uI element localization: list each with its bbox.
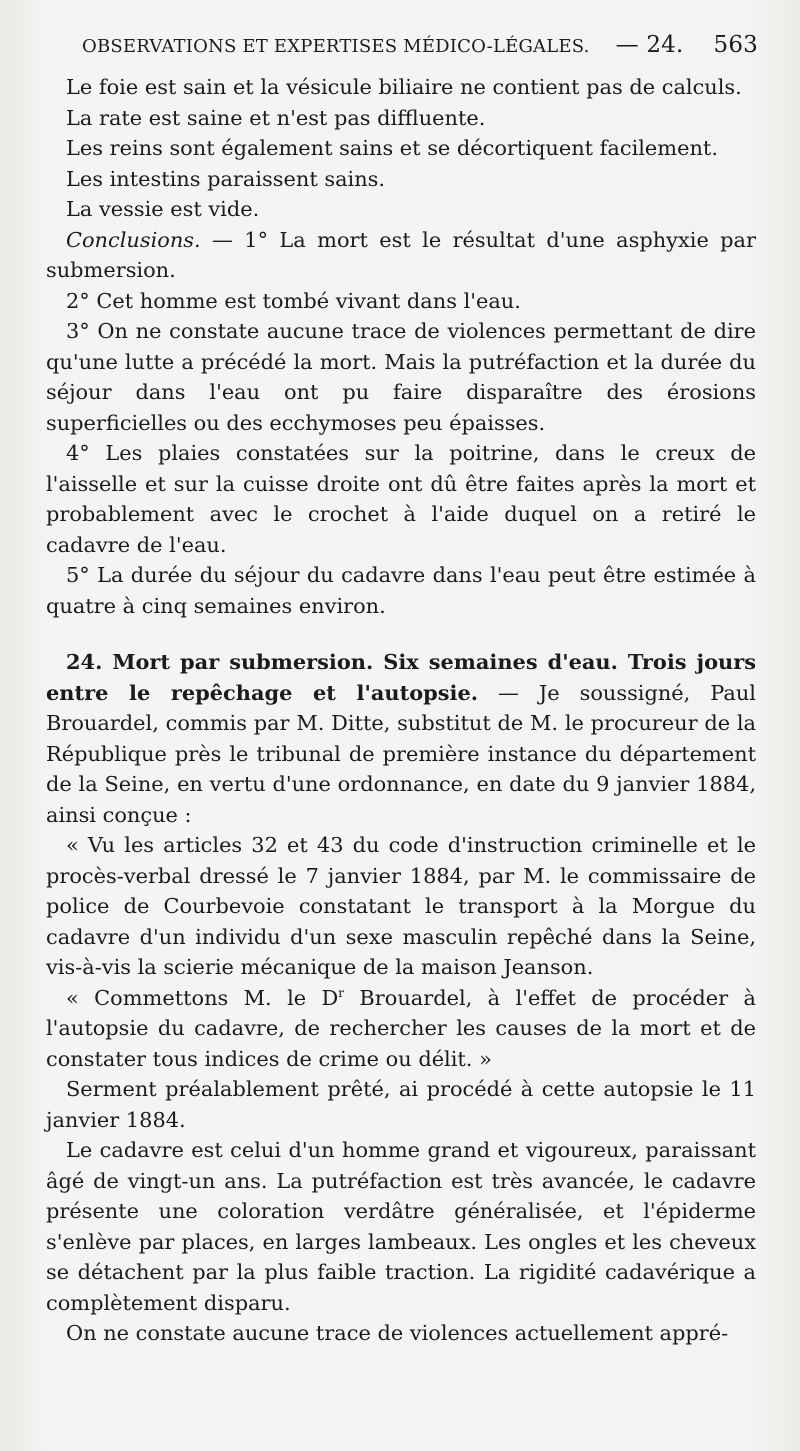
page-number: 563 <box>713 32 758 58</box>
conclusion-3: 3° On ne constate aucune trace de violences permettant de dire qu'une lutte a précédé la mort. Mais la putréfaction et la durée du séjour dans l'eau ont pu faire disparaître des érosions superficielles ou des ecchymoses peu épaisses. <box>46 319 756 435</box>
paragraph: Le foie est sain et la vésicule biliaire ne contient pas de calculs. <box>66 75 742 99</box>
paragraph: On ne constate aucune trace de violences actuellement appré- <box>66 1321 729 1345</box>
section-gap <box>46 621 756 647</box>
quoted-commission <box>46 983 756 1075</box>
running-title: OBSERVATIONS ET EXPERTISES MÉDICO-LÉGALES. <box>82 36 590 57</box>
paragraph: Le cadavre est celui d'un homme grand et vigoureux, paraissant âgé de vingt-un ans. La putréfaction est très avancée, le cadavre présente une coloration verdâtre généralisée, et l'épiderme s'enlève par places, en larges lambeaux. Les ongles et les cheveux se détachent par la plus faible traction. La rigidité cadavérique a complètement disparu. <box>46 1138 756 1315</box>
section-number: — 24. <box>615 32 684 58</box>
conclusion-2: 2° Cet homme est tombé vivant dans l'eau. <box>66 288 521 313</box>
conclusions-paragraph <box>46 225 756 286</box>
case-heading: 24. Mort par submersion. Six semaines d'eau. Trois jours entre le repêchage et l'autopsie. <box>46 649 756 705</box>
paragraph: La rate est saine et n'est pas diffluente. <box>66 105 486 130</box>
title-superscript: r <box>338 985 345 1000</box>
case-24-intro <box>46 647 756 830</box>
quoted-order: « Vu les articles 32 et 43 du code d'instruction criminelle et le procès-verbal dressé le 7 janvier 1884, par M. le commissaire de police de Courbevoie constatant le transport à la Morgue du cadavre d'un individu d'un sexe masculin repêché dans la Seine, vis-à-vis la scierie mécanique de la maison Jeanson. <box>46 833 756 979</box>
paragraph: La vessie est vide. <box>66 197 260 221</box>
paragraph: Les reins sont également sains et se décortiquent facilement. <box>66 136 718 160</box>
commission-text-a: « Commettons M. le D <box>66 985 339 1010</box>
conclusions-label: Conclusions. <box>66 227 201 252</box>
paragraph: Serment préalablement prêté, ai procédé à cette autopsie le 11 janvier 1884. <box>46 1077 756 1132</box>
conclusion-4: 4° Les plaies constatées sur la poitrine, dans le creux de l'aisselle et sur la cuisse droite ont dû être faites après la mort et probablement avec le crochet à l'aide duquel on a retiré le cadavre de l'eau. <box>46 441 756 557</box>
page-body <box>46 72 756 1349</box>
conclusion-1: — 1° La mort est le résultat d'une asphyxie par submersion. <box>46 227 756 282</box>
paragraph: Les intestins paraissent sains. <box>66 166 386 191</box>
case-intro-text: — Je soussigné, Paul Brouardel, commis par M. Ditte, substitut de M. le procureur de la République près le tribunal de première instance du département de la Seine, en vertu d'une ordonnance, en date du 9 janvier 1884, ainsi conçue : <box>46 680 756 827</box>
conclusion-5: 5° La durée du séjour du cadavre dans l'eau peut être estimée à quatre à cinq semaines environ. <box>46 563 756 618</box>
commission-text-b: Brouardel, à l'effet de procéder à l'autopsie du cadavre, de rechercher les causes de la mort et de constater tous indices de crime ou délit. » <box>46 985 756 1071</box>
header-right <box>616 32 758 58</box>
running-header <box>82 32 758 58</box>
